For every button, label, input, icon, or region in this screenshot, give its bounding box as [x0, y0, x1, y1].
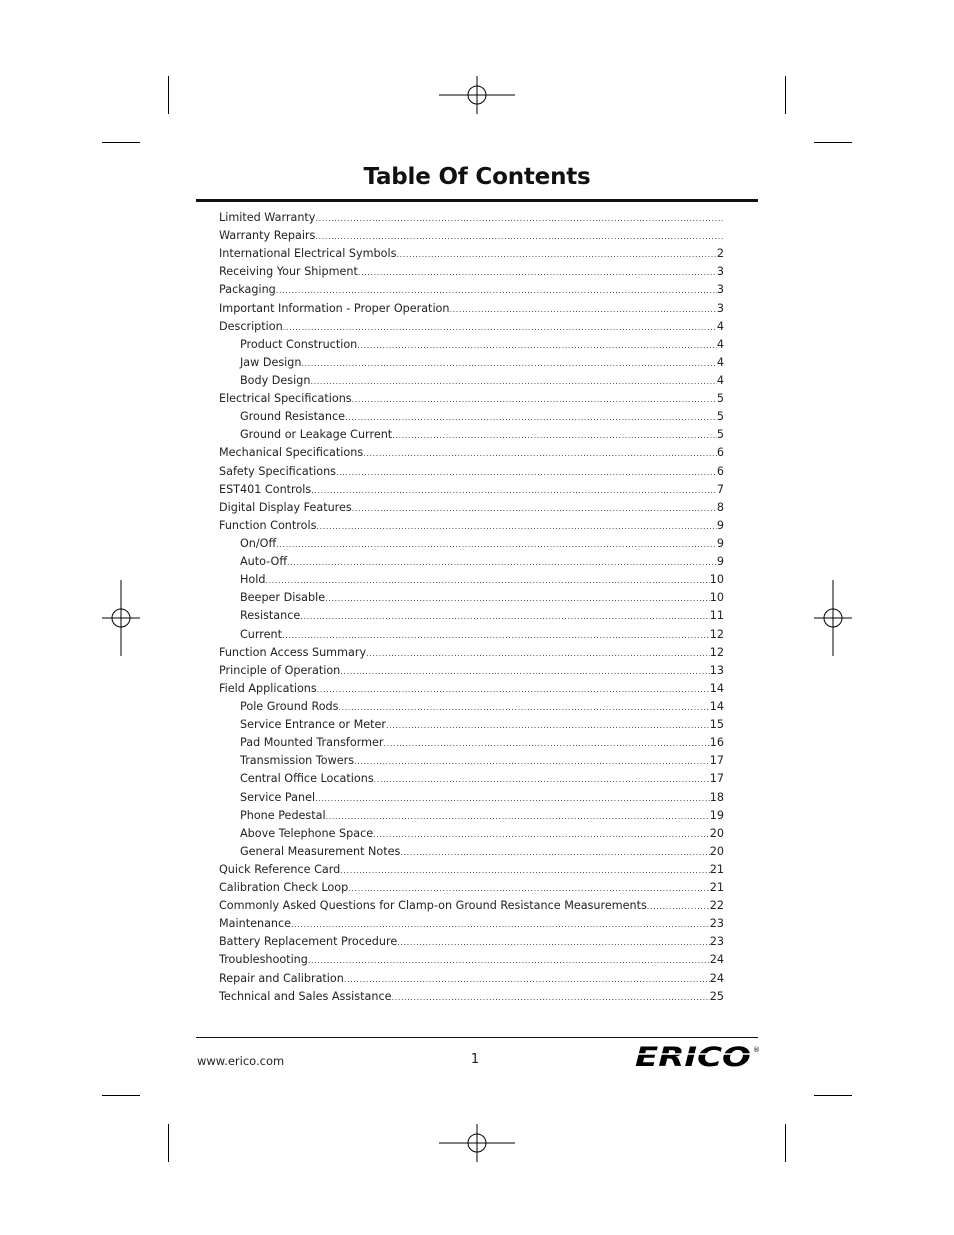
- toc-dot-leader: [384, 735, 710, 752]
- toc-dot-leader: [291, 916, 710, 933]
- toc-entry[interactable]: [219, 970, 724, 988]
- toc-entry-label: EST401 Controls: [219, 482, 312, 496]
- toc-entry[interactable]: [219, 517, 724, 535]
- footer-page-number: 1: [470, 1052, 480, 1067]
- toc-entry[interactable]: [219, 897, 724, 915]
- toc-entry[interactable]: [219, 933, 724, 951]
- toc-entry-label: International Electrical Symbols: [219, 247, 397, 261]
- crop-mark-top-right-horizontal: [814, 142, 852, 143]
- toc-entry[interactable]: [219, 499, 724, 517]
- toc-entry-label: Pad Mounted Transformer: [240, 736, 384, 750]
- toc-entry-label: Hold: [240, 573, 266, 587]
- toc-entry-label: Commonly Asked Questions for Clamp-on Ground Resistance Measurements: [219, 899, 647, 913]
- toc-entry-page-number: 17: [709, 772, 724, 786]
- toc-entry-label: Pole Ground Rods: [240, 699, 339, 713]
- toc-entry-page-number: 12: [709, 645, 724, 659]
- toc-entry-label: Service Entrance or Meter: [240, 718, 386, 732]
- registration-mark-top-icon: [439, 76, 515, 114]
- toc-entry-label: Field Applications: [219, 681, 317, 695]
- toc-entry-label: Above Telephone Space: [240, 826, 374, 840]
- toc-entry[interactable]: [219, 390, 724, 408]
- toc-entry-label: Auto-Off: [240, 555, 288, 569]
- toc-entry-page-number: 13: [709, 663, 724, 677]
- toc-entry-label: Ground or Leakage Current: [240, 428, 393, 442]
- toc-entry-page-number: 21: [709, 862, 724, 876]
- toc-dot-leader: [317, 681, 710, 698]
- toc-entry[interactable]: [219, 281, 724, 299]
- title-divider: [196, 199, 758, 202]
- toc-entry-label: Electrical Specifications: [219, 392, 352, 406]
- toc-dot-leader: [287, 554, 717, 571]
- toc-entry[interactable]: [219, 263, 724, 281]
- toc-dot-leader: [283, 319, 717, 336]
- toc-dot-leader: [345, 409, 717, 426]
- toc-entry-page-number: 23: [709, 935, 724, 949]
- toc-entry[interactable]: [219, 481, 724, 499]
- toc-entry-page-number: 18: [709, 790, 724, 804]
- toc-subentry[interactable]: [219, 698, 724, 716]
- toc-subentry[interactable]: [219, 770, 724, 788]
- toc-dot-leader: [647, 898, 710, 915]
- toc-entry-label: Resistance: [240, 609, 301, 623]
- toc-entry-page-number: 20: [709, 844, 724, 858]
- toc-entry-page-number: 10: [709, 573, 724, 587]
- toc-dot-leader: [358, 264, 717, 281]
- toc-dot-leader: [357, 337, 717, 354]
- toc-dot-leader: [276, 536, 717, 553]
- toc-entry-page-number: 20: [709, 826, 724, 840]
- crop-mark-bottom-left-horizontal: [102, 1095, 140, 1096]
- crop-mark-bottom-left-vertical: [168, 1124, 169, 1162]
- toc-entry-page-number: 15: [709, 718, 724, 732]
- toc-entry-label: Repair and Calibration: [219, 971, 344, 985]
- toc-dot-leader: [310, 373, 716, 390]
- toc-subentry[interactable]: [219, 607, 724, 625]
- page-title: Table Of Contents: [363, 164, 591, 190]
- toc-entry-page-number: 4: [716, 319, 724, 333]
- toc-entry-page-number: 3: [716, 283, 724, 297]
- crop-mark-bottom-right-vertical: [785, 1124, 786, 1162]
- toc-entry-page-number: 24: [709, 971, 724, 985]
- toc-entry-page-number: 5: [716, 392, 724, 406]
- toc-subentry[interactable]: [219, 571, 724, 589]
- toc-dot-leader: [340, 663, 709, 680]
- toc-entry[interactable]: [219, 318, 724, 336]
- registration-mark-left-icon: [102, 580, 140, 656]
- toc-entry[interactable]: [219, 245, 724, 263]
- toc-entry-label: Technical and Sales Assistance: [219, 989, 392, 1003]
- toc-entry-page-number: 5: [716, 410, 724, 424]
- toc-entry-label: Battery Replacement Procedure: [219, 935, 398, 949]
- toc-entry[interactable]: [219, 879, 724, 897]
- toc-entry-label: Current: [240, 627, 283, 641]
- toc-dot-leader: [400, 844, 709, 861]
- toc-entry[interactable]: [219, 227, 724, 245]
- toc-entry-page-number: 9: [716, 536, 724, 550]
- toc-dot-leader: [300, 608, 709, 625]
- toc-entry-label: Safety Specifications: [219, 464, 336, 478]
- toc-dot-leader: [366, 645, 710, 662]
- toc-dot-leader: [311, 482, 717, 499]
- toc-entry-page-number: 4: [716, 355, 724, 369]
- toc-entry[interactable]: [219, 209, 724, 227]
- toc-entry-label: Jaw Design: [240, 355, 302, 369]
- toc-entry-page-number: 19: [709, 808, 724, 822]
- toc-entry-page-number: 9: [716, 518, 724, 532]
- toc-entry-label: Principle of Operation: [219, 663, 341, 677]
- toc-dot-leader: [315, 228, 724, 245]
- toc-subentry[interactable]: [219, 626, 724, 644]
- toc-subentry[interactable]: [219, 734, 724, 752]
- toc-entry-page-number: 14: [709, 699, 724, 713]
- toc-entry[interactable]: [219, 988, 724, 1006]
- toc-dot-leader: [336, 464, 717, 481]
- toc-subentry[interactable]: [219, 789, 724, 807]
- toc-subentry[interactable]: [219, 372, 724, 390]
- toc-subentry[interactable]: [219, 408, 724, 426]
- toc-dot-leader: [340, 862, 709, 879]
- toc-dot-leader: [315, 790, 710, 807]
- toc-entry-label: Description: [219, 319, 283, 333]
- toc-entry-label: On/Off: [240, 536, 277, 550]
- toc-subentry[interactable]: [219, 535, 724, 553]
- toc-entry-label: Digital Display Features: [219, 500, 352, 514]
- toc-entry-page-number: 10: [709, 591, 724, 605]
- toc-entry-page-number: 4: [716, 337, 724, 351]
- toc-entry-page-number: 16: [709, 736, 724, 750]
- crop-mark-top-left-horizontal: [102, 142, 140, 143]
- toc-entry-label: Central Office Locations: [240, 772, 374, 786]
- toc-entry-page-number: 4: [716, 373, 724, 387]
- toc-dot-leader: [326, 808, 710, 825]
- toc-entry[interactable]: [219, 861, 724, 879]
- toc-entry-page-number: 2: [716, 247, 724, 261]
- toc-entry-page-number: 7: [716, 482, 724, 496]
- toc-entry-label: Beeper Disable: [240, 591, 326, 605]
- toc-entry-label: Receiving Your Shipment: [219, 265, 358, 279]
- toc-entry-label: Important Information - Proper Operation: [219, 301, 450, 315]
- toc-entry[interactable]: [219, 662, 724, 680]
- toc-dot-leader: [450, 301, 717, 318]
- toc-dot-leader: [391, 989, 709, 1006]
- toc-entry-page-number: 24: [709, 953, 724, 967]
- toc-entry-label: Mechanical Specifications: [219, 446, 364, 460]
- toc-subentry[interactable]: [219, 354, 724, 372]
- toc-entry-page-number: 6: [716, 446, 724, 460]
- toc-entry-label: Body Design: [240, 373, 311, 387]
- toc-entry-label: Ground Resistance: [240, 410, 345, 424]
- toc-dot-leader: [374, 771, 710, 788]
- toc-entry-label: Troubleshooting: [219, 953, 308, 967]
- toc-entry[interactable]: [219, 644, 724, 662]
- toc-entry-page-number: 12: [709, 627, 724, 641]
- toc-entry-page-number: 6: [716, 464, 724, 478]
- toc-entry-label: Calibration Check Loop: [219, 881, 349, 895]
- toc-entry-page-number: 25: [709, 989, 724, 1003]
- toc-entry-label: Product Construction: [240, 337, 358, 351]
- toc-dot-leader: [352, 500, 717, 517]
- toc-entry-page-number: 8: [716, 500, 724, 514]
- footer-website-link[interactable]: www.erico.com: [197, 1054, 285, 1068]
- toc-dot-leader: [316, 518, 716, 535]
- toc-entry-page-number: 11: [709, 609, 724, 623]
- toc-entry[interactable]: [219, 680, 724, 698]
- toc-subentry[interactable]: [219, 752, 724, 770]
- table-of-contents: [219, 209, 724, 1006]
- toc-subentry[interactable]: [219, 807, 724, 825]
- toc-dot-leader: [325, 590, 710, 607]
- toc-dot-leader: [344, 971, 710, 988]
- toc-entry-page-number: 3: [716, 301, 724, 315]
- toc-dot-leader: [302, 355, 717, 372]
- footer-divider: [196, 1037, 758, 1038]
- toc-entry-label: Function Access Summary: [219, 645, 367, 659]
- erico-logo: [634, 1043, 760, 1069]
- toc-entry-label: Limited Warranty: [219, 211, 316, 224]
- toc-entry-page-number: 5: [716, 428, 724, 442]
- toc-dot-leader: [352, 391, 717, 408]
- toc-entry-page-number: 14: [709, 681, 724, 695]
- toc-entry-label: Service Panel: [240, 790, 316, 804]
- toc-subentry[interactable]: [219, 716, 724, 734]
- toc-dot-leader: [386, 717, 710, 734]
- toc-entry-label: Function Controls: [219, 518, 317, 532]
- toc-entry-page-number: 22: [709, 899, 724, 913]
- toc-subentry[interactable]: [219, 589, 724, 607]
- toc-dot-leader: [396, 246, 716, 263]
- toc-entry-label: Transmission Towers: [240, 754, 355, 768]
- toc-subentry[interactable]: [219, 843, 724, 861]
- toc-dot-leader: [265, 572, 709, 589]
- toc-entry-page-number: 23: [709, 917, 724, 931]
- toc-dot-leader: [315, 210, 724, 227]
- toc-dot-leader: [373, 826, 710, 843]
- toc-entry-page-number: 17: [709, 754, 724, 768]
- toc-entry-page-number: 21: [709, 881, 724, 895]
- toc-dot-leader: [276, 282, 717, 299]
- toc-dot-leader: [282, 627, 710, 644]
- crop-mark-bottom-right-horizontal: [814, 1095, 852, 1096]
- toc-subentry[interactable]: [219, 553, 724, 571]
- toc-dot-leader: [354, 753, 710, 770]
- toc-dot-leader: [397, 934, 710, 951]
- toc-entry-label: Maintenance: [219, 917, 292, 931]
- toc-entry-label: Phone Pedestal: [240, 808, 326, 822]
- toc-entry[interactable]: [219, 463, 724, 481]
- crop-mark-top-right-vertical: [785, 76, 786, 114]
- toc-dot-leader: [348, 880, 710, 897]
- toc-entry[interactable]: [219, 951, 724, 969]
- toc-entry-label: General Measurement Notes: [240, 844, 401, 858]
- toc-dot-leader: [392, 427, 717, 444]
- toc-entry-label: Packaging: [219, 283, 276, 297]
- erico-logo-text: ERICO: [635, 1043, 751, 1069]
- toc-entry[interactable]: [219, 915, 724, 933]
- toc-subentry[interactable]: [219, 426, 724, 444]
- toc-entry-page-number: 3: [716, 265, 724, 279]
- registered-mark-icon: ®: [753, 1046, 760, 1054]
- toc-dot-leader: [363, 445, 717, 462]
- toc-entry[interactable]: [219, 444, 724, 462]
- toc-entry-page-number: 9: [716, 555, 724, 569]
- toc-dot-leader: [308, 952, 710, 969]
- crop-mark-top-left-vertical: [168, 76, 169, 114]
- toc-dot-leader: [339, 699, 710, 716]
- toc-entry-label: Quick Reference Card: [219, 862, 341, 876]
- toc-subentry[interactable]: [219, 825, 724, 843]
- toc-entry[interactable]: [219, 300, 724, 318]
- registration-mark-bottom-icon: [439, 1124, 515, 1162]
- toc-entry-label: Warranty Repairs: [219, 229, 316, 243]
- registration-mark-right-icon: [814, 580, 852, 656]
- toc-subentry[interactable]: [219, 336, 724, 354]
